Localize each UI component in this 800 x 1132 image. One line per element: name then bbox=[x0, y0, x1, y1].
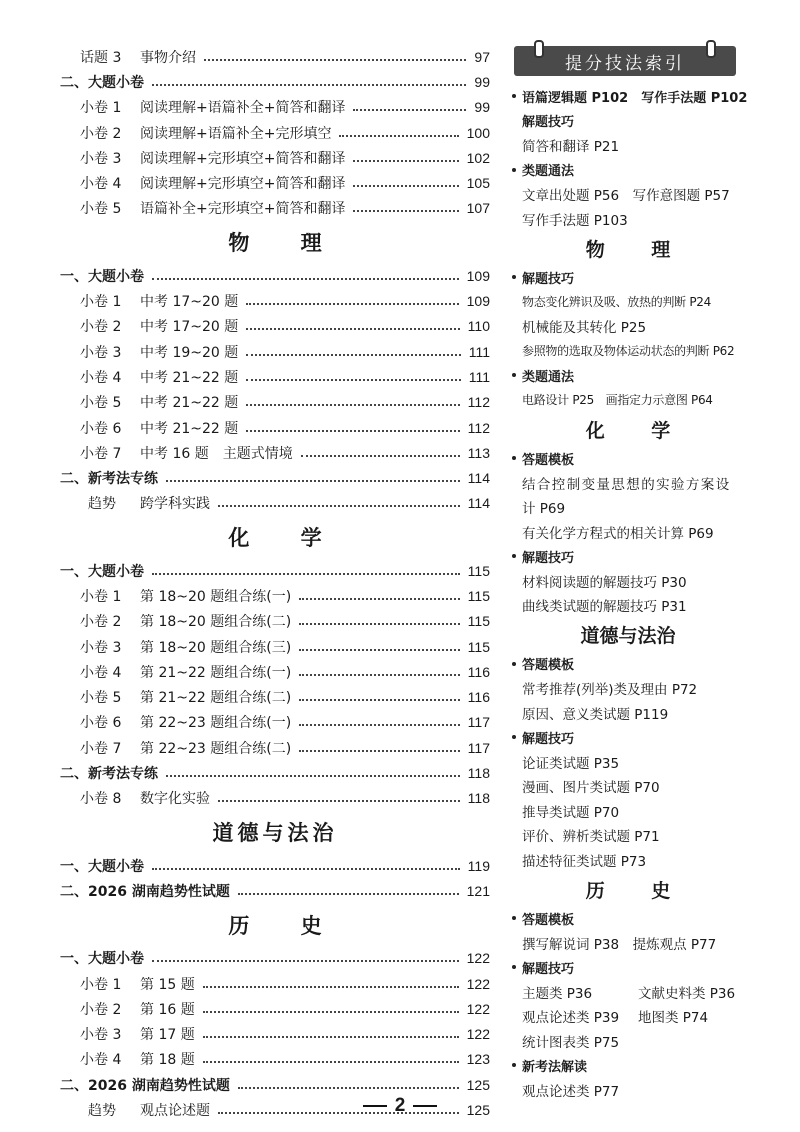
toc-entry-label bbox=[80, 687, 295, 707]
index-category bbox=[508, 158, 748, 183]
toc-entry-row[interactable] bbox=[60, 491, 490, 516]
index-category-label: 解题技巧 bbox=[522, 961, 575, 977]
index-entry[interactable]: 机械能及其转化 P25 bbox=[522, 320, 647, 337]
toc-entry-title: 一、大题小卷 bbox=[60, 563, 144, 580]
toc-entry-prefix: 小卷 5 bbox=[80, 201, 122, 218]
bullet-icon bbox=[512, 735, 516, 739]
toc-entry-prefix: 小卷 4 bbox=[80, 1052, 122, 1069]
subject-heading: 物 理 bbox=[228, 231, 344, 256]
toc-page-number: 115 bbox=[464, 588, 490, 604]
index-entry[interactable]: 常考推荐(列举)类及理由 P72 bbox=[522, 682, 698, 699]
index-entry-text: 主题类 P36 bbox=[522, 985, 593, 1002]
toc-entry-label bbox=[80, 788, 214, 808]
toc-entry-title: 中考 17~20 题 bbox=[140, 294, 239, 311]
toc-section-row[interactable] bbox=[60, 1072, 490, 1097]
bullet-icon bbox=[512, 373, 516, 377]
technique-index bbox=[508, 46, 748, 1102]
binder-ring-icon bbox=[534, 40, 544, 58]
dot-leader bbox=[301, 455, 460, 457]
toc-entry-label bbox=[80, 291, 242, 311]
toc-entry-prefix: 小卷 5 bbox=[80, 690, 122, 707]
toc-entry-prefix: 小卷 3 bbox=[80, 150, 122, 167]
toc-page-number: 105 bbox=[463, 175, 490, 191]
toc-entry-row[interactable] bbox=[60, 145, 490, 170]
toc-entry-prefix: 小卷 1 bbox=[80, 100, 122, 117]
toc-entry-title: 中考 16 题 主题式情境 bbox=[140, 445, 293, 462]
dot-leader bbox=[246, 328, 459, 330]
toc-entry-prefix: 话题 3 bbox=[80, 49, 122, 66]
toc-entry-label bbox=[80, 1024, 199, 1044]
toc-entry-prefix: 小卷 2 bbox=[80, 614, 122, 631]
dot-leader bbox=[152, 960, 459, 962]
index-category-label: 新考法解读 bbox=[522, 1059, 588, 1075]
toc-section-row[interactable] bbox=[60, 760, 490, 785]
toc-page-number: 114 bbox=[464, 470, 490, 486]
dot-leader bbox=[152, 84, 466, 86]
index-entry[interactable] bbox=[508, 1004, 748, 1029]
index-entry[interactable]: 计 P69 bbox=[522, 501, 566, 518]
toc-entry-title: 第 17 题 bbox=[140, 1027, 195, 1044]
index-entry[interactable]: 有关化学方程式的相关计算 P69 bbox=[522, 525, 714, 542]
toc-entry-title: 阅读理解+语篇补全+简答和翻译 bbox=[140, 100, 346, 117]
toc-entry-label bbox=[60, 72, 148, 92]
index-entry[interactable]: 原因、意义类试题 P119 bbox=[522, 706, 669, 723]
toc-entry-title: 二、2026 湖南趋势性试题 bbox=[60, 1077, 230, 1094]
toc-entry-label bbox=[60, 561, 148, 581]
toc-entry-title: 一、大题小卷 bbox=[60, 858, 144, 875]
index-entry[interactable] bbox=[508, 980, 748, 1005]
toc-page-number: 109 bbox=[463, 293, 490, 309]
toc-entry-row[interactable] bbox=[60, 971, 490, 996]
index-entry[interactable]: 文章出处题 P56 写作意图题 P57 bbox=[522, 188, 730, 205]
dot-leader bbox=[353, 160, 458, 162]
toc-entry-title: 第 18~20 题组合练(一) bbox=[140, 588, 292, 605]
dot-leader bbox=[353, 109, 466, 111]
index-category-label: 答题模板 bbox=[522, 912, 575, 928]
toc-entry-prefix: 小卷 4 bbox=[80, 176, 122, 193]
toc-entry-row[interactable] bbox=[60, 685, 490, 710]
toc-page-number: 123 bbox=[463, 1051, 490, 1067]
toc-entry-row[interactable] bbox=[60, 735, 490, 760]
toc-entry-row[interactable] bbox=[60, 339, 490, 364]
index-category-label: 解题技巧 bbox=[522, 115, 575, 131]
dot-leader bbox=[299, 724, 459, 726]
toc-entry-title: 第 22~23 题组合练(二) bbox=[140, 740, 292, 757]
dash-right bbox=[413, 1105, 437, 1107]
toc-entry-label bbox=[80, 418, 242, 438]
table-of-contents bbox=[60, 44, 490, 1123]
toc-entry-title: 数字化实验 bbox=[140, 791, 210, 808]
dot-leader bbox=[203, 1036, 459, 1038]
bullet-icon bbox=[512, 965, 516, 969]
toc-entry-title: 第 21~22 题组合练(一) bbox=[140, 664, 292, 681]
dot-leader bbox=[299, 623, 459, 625]
index-banner bbox=[514, 46, 736, 76]
index-category bbox=[508, 652, 748, 677]
index-entry[interactable]: 观点论述类 P77 bbox=[522, 1083, 620, 1100]
index-category-label: 答题模板 bbox=[522, 658, 575, 674]
toc-entry-prefix: 小卷 1 bbox=[80, 294, 122, 311]
toc-page-number: 122 bbox=[463, 976, 490, 992]
toc-page-number: 114 bbox=[464, 495, 490, 511]
toc-entry-label bbox=[60, 266, 148, 286]
toc-entry-title: 观点论述题 bbox=[140, 1103, 210, 1120]
dot-leader bbox=[299, 674, 459, 676]
toc-entry-row[interactable] bbox=[60, 996, 490, 1021]
index-banner-title: 提分技法索引 bbox=[565, 53, 685, 74]
toc-entry-row[interactable] bbox=[60, 170, 490, 195]
toc-entry-row[interactable] bbox=[60, 1022, 490, 1047]
toc-entry-label bbox=[80, 198, 349, 218]
toc-page-number: 121 bbox=[463, 883, 490, 899]
toc-entry-prefix: 小卷 3 bbox=[80, 344, 122, 361]
toc-page-number: 122 bbox=[463, 1001, 490, 1017]
toc-page-number: 110 bbox=[464, 318, 490, 334]
toc-page-number: 116 bbox=[464, 664, 490, 680]
toc-entry-row[interactable] bbox=[60, 710, 490, 735]
toc-page-number: 102 bbox=[463, 150, 490, 166]
toc-entry-prefix: 小卷 7 bbox=[80, 445, 122, 462]
toc-entry-title: 一、大题小卷 bbox=[60, 268, 144, 285]
dot-leader bbox=[166, 480, 460, 482]
toc-entry-label bbox=[60, 948, 148, 968]
dot-leader bbox=[152, 278, 459, 280]
toc-entry-title: 阅读理解+完形填空+简答和翻译 bbox=[140, 176, 346, 193]
toc-entry-label bbox=[80, 637, 295, 657]
index-entry[interactable]: 结合控制变量思想的实验方案设 bbox=[522, 476, 731, 493]
toc-entry-label bbox=[80, 1049, 199, 1069]
toc-section-row[interactable] bbox=[60, 69, 490, 94]
dot-leader bbox=[246, 354, 460, 356]
toc-page-number: 111 bbox=[465, 369, 490, 385]
toc-page-number: 115 bbox=[464, 613, 490, 629]
dot-leader bbox=[204, 59, 466, 61]
index-entry[interactable]: 推导类试题 P70 bbox=[522, 804, 620, 821]
toc-entry-title: 第 16 题 bbox=[140, 1001, 195, 1018]
index-category bbox=[508, 725, 748, 750]
toc-entry-label bbox=[88, 493, 214, 513]
index-entry[interactable]: 描述特征类试题 P73 bbox=[522, 853, 647, 870]
toc-entry-prefix: 小卷 6 bbox=[80, 420, 122, 437]
toc-entry-row[interactable] bbox=[60, 415, 490, 440]
toc-entry-label bbox=[80, 173, 349, 193]
toc-entry-prefix: 小卷 1 bbox=[80, 976, 122, 993]
dot-leader bbox=[299, 750, 459, 752]
toc-page-number: 125 bbox=[463, 1102, 490, 1118]
toc-entry-title: 第 18~20 题组合练(三) bbox=[140, 639, 292, 656]
subject-heading: 道德与法治 bbox=[212, 821, 338, 846]
toc-entry-title: 一、大题小卷 bbox=[60, 951, 144, 968]
dot-leader bbox=[203, 1011, 459, 1013]
index-entry[interactable]: 电路设计 P25 画指定力示意图 P64 bbox=[522, 393, 713, 408]
index-entry[interactable]: 材料阅读题的解题技巧 P30 bbox=[522, 574, 687, 591]
toc-page-number: 112 bbox=[464, 394, 490, 410]
toc-entry-title: 二、2026 湖南趋势性试题 bbox=[60, 883, 230, 900]
toc-entry-label bbox=[60, 881, 234, 901]
index-category bbox=[508, 265, 748, 290]
bullet-icon bbox=[512, 662, 516, 666]
toc-entry-row[interactable] bbox=[60, 288, 490, 313]
toc-entry-row[interactable] bbox=[60, 440, 490, 465]
toc-entry-title: 中考 19~20 题 bbox=[140, 344, 239, 361]
toc-entry-row[interactable] bbox=[60, 390, 490, 415]
toc-entry-label bbox=[80, 974, 199, 994]
dot-leader bbox=[246, 430, 459, 432]
bullet-icon bbox=[512, 1063, 516, 1067]
toc-entry-prefix: 趋势 bbox=[88, 496, 116, 513]
dot-leader bbox=[246, 404, 459, 406]
dot-leader bbox=[203, 1061, 459, 1063]
page-number-value: 2 bbox=[394, 1095, 406, 1116]
index-category bbox=[508, 84, 748, 109]
toc-page-number: 125 bbox=[463, 1077, 490, 1093]
toc-entry-title: 第 21~22 题组合练(二) bbox=[140, 690, 292, 707]
toc-entry-label bbox=[80, 738, 295, 758]
toc-entry-prefix: 小卷 2 bbox=[80, 1001, 122, 1018]
toc-entry-row[interactable] bbox=[60, 634, 490, 659]
toc-page-number: 107 bbox=[463, 200, 490, 216]
toc-entry-prefix: 小卷 7 bbox=[80, 740, 122, 757]
toc-entry-row[interactable] bbox=[60, 95, 490, 120]
dot-leader bbox=[218, 505, 460, 507]
toc-entry-label bbox=[60, 1075, 234, 1095]
index-entry[interactable]: 曲线类试题的解题技巧 P31 bbox=[522, 599, 687, 616]
toc-page-number: 113 bbox=[464, 445, 490, 461]
toc-entry-prefix: 小卷 4 bbox=[80, 664, 122, 681]
dot-leader bbox=[238, 893, 459, 895]
toc-entry-title: 阅读理解+语篇补全+完形填空 bbox=[140, 125, 332, 142]
toc-entry-label bbox=[80, 712, 295, 732]
toc-entry-label bbox=[88, 1100, 214, 1120]
dot-leader bbox=[353, 210, 458, 212]
toc-entry-title: 二、新考法专练 bbox=[60, 766, 158, 783]
toc-page-number: 115 bbox=[464, 639, 490, 655]
index-entry[interactable]: 撰写解说词 P38 提炼观点 P77 bbox=[522, 936, 717, 953]
toc-entry-title: 第 18~20 题组合练(二) bbox=[140, 614, 292, 631]
toc-section-row[interactable] bbox=[60, 558, 490, 583]
toc-entry-label bbox=[80, 586, 295, 606]
toc-entry-title: 中考 21~22 题 bbox=[140, 369, 239, 386]
dot-leader bbox=[299, 699, 459, 701]
toc-entry-label bbox=[80, 123, 335, 143]
toc-entry-row[interactable] bbox=[60, 44, 490, 69]
bullet-icon bbox=[512, 916, 516, 920]
index-category-label: 解题技巧 bbox=[522, 271, 575, 287]
toc-entry-label bbox=[60, 468, 162, 488]
toc-entry-prefix: 小卷 1 bbox=[80, 588, 122, 605]
toc-entry-prefix: 小卷 5 bbox=[80, 395, 122, 412]
toc-entry-label bbox=[80, 47, 200, 67]
dot-leader bbox=[152, 573, 460, 575]
toc-entry-prefix: 趋势 bbox=[88, 1103, 116, 1120]
binder-ring-icon bbox=[706, 40, 716, 58]
toc-section-row[interactable] bbox=[60, 263, 490, 288]
index-category-label: 类题通法 bbox=[522, 369, 575, 385]
dot-leader bbox=[203, 986, 459, 988]
toc-page-number: 97 bbox=[470, 49, 490, 65]
index-category bbox=[508, 363, 748, 388]
toc-page-number: 100 bbox=[463, 125, 490, 141]
toc-entry-title: 第 15 题 bbox=[140, 976, 195, 993]
dot-leader bbox=[152, 868, 460, 870]
toc-entry-label bbox=[80, 443, 297, 463]
dot-leader bbox=[166, 775, 460, 777]
subject-heading: 历 史 bbox=[228, 913, 344, 938]
index-entry[interactable]: 简答和翻译 P21 bbox=[522, 139, 620, 156]
toc-entry-title: 二、新考法专练 bbox=[60, 471, 158, 488]
toc-page-number: 99 bbox=[470, 99, 490, 115]
toc-entry-label bbox=[60, 763, 162, 783]
toc-page-number: 122 bbox=[463, 1026, 490, 1042]
index-subject-heading: 历 史 bbox=[585, 879, 691, 902]
toc-page-number: 112 bbox=[464, 420, 490, 436]
toc-entry-row[interactable] bbox=[60, 196, 490, 221]
toc-entry-label bbox=[80, 316, 242, 336]
index-category-label: 解题技巧 bbox=[522, 550, 575, 566]
bullet-icon bbox=[512, 168, 516, 172]
dot-leader bbox=[218, 800, 460, 802]
index-entry[interactable]: 评价、辨析类试题 P71 bbox=[522, 829, 660, 846]
toc-entry-prefix: 小卷 3 bbox=[80, 1027, 122, 1044]
index-category bbox=[508, 109, 748, 134]
toc-page-number: 118 bbox=[464, 765, 490, 781]
dot-leader bbox=[246, 303, 458, 305]
toc-entry-title: 中考 21~22 题 bbox=[140, 395, 239, 412]
index-entry-text: 观点论述类 P39 bbox=[522, 1010, 620, 1027]
toc-entry-label bbox=[80, 97, 349, 117]
toc-entry-title: 第 18 题 bbox=[140, 1052, 195, 1069]
toc-entry-title: 语篇补全+完形填空+简答和翻译 bbox=[140, 201, 346, 218]
index-entry[interactable]: 漫画、图片类试题 P70 bbox=[522, 780, 660, 797]
dot-leader bbox=[339, 135, 458, 137]
index-category-label: 语篇逻辑题 P102 写作手法题 P102 bbox=[522, 90, 748, 106]
toc-entry-label bbox=[80, 342, 242, 362]
toc-entry-title: 事物介绍 bbox=[140, 49, 196, 66]
index-category bbox=[508, 544, 748, 569]
index-category-label: 答题模板 bbox=[522, 452, 575, 468]
dot-leader bbox=[299, 598, 459, 600]
toc-entry-label bbox=[80, 392, 242, 412]
toc-entry-prefix: 小卷 8 bbox=[80, 791, 122, 808]
bullet-icon bbox=[512, 275, 516, 279]
toc-page-number: 119 bbox=[464, 858, 490, 874]
index-subject-heading: 道德与法治 bbox=[580, 625, 676, 647]
toc-entry-row[interactable] bbox=[60, 609, 490, 634]
toc-entry-row[interactable] bbox=[60, 120, 490, 145]
toc-entry-title: 第 22~23 题组合练(一) bbox=[140, 715, 292, 732]
toc-entry-prefix: 小卷 2 bbox=[80, 319, 122, 336]
toc-page-number: 117 bbox=[464, 740, 490, 756]
toc-entry-label bbox=[80, 148, 349, 168]
toc-page-number: 109 bbox=[463, 268, 490, 284]
toc-entry-label bbox=[80, 367, 242, 387]
index-subject-heading: 化 学 bbox=[585, 419, 691, 442]
toc-entry-prefix: 小卷 6 bbox=[80, 715, 122, 732]
toc-entry-title: 二、大题小卷 bbox=[60, 74, 144, 91]
index-entry[interactable]: 参照物的选取及物体运动状态的判断 P62 bbox=[522, 344, 735, 359]
toc-page-number: 118 bbox=[464, 790, 490, 806]
dot-leader bbox=[238, 1087, 459, 1089]
toc-entry-row[interactable] bbox=[60, 1047, 490, 1072]
index-category bbox=[508, 1053, 748, 1078]
toc-page-number: 122 bbox=[463, 950, 490, 966]
bullet-icon bbox=[512, 94, 516, 98]
toc-entry-title: 中考 21~22 题 bbox=[140, 420, 239, 437]
index-entry[interactable]: 统计图表类 P75 bbox=[522, 1034, 620, 1051]
toc-page-number: 117 bbox=[464, 714, 490, 730]
toc-entry-label bbox=[80, 662, 295, 682]
subject-heading: 化 学 bbox=[228, 526, 344, 551]
toc-page-number: 116 bbox=[464, 689, 490, 705]
toc-entry-row[interactable] bbox=[60, 314, 490, 339]
toc-section-row[interactable] bbox=[60, 878, 490, 903]
toc-entry-title: 阅读理解+完形填空+简答和翻译 bbox=[140, 150, 346, 167]
index-list bbox=[508, 84, 748, 1102]
index-category bbox=[508, 906, 748, 931]
dot-leader bbox=[299, 649, 459, 651]
toc-entry-title: 跨学科实践 bbox=[140, 496, 210, 513]
index-category bbox=[508, 446, 748, 471]
toc-entry-prefix: 小卷 2 bbox=[80, 125, 122, 142]
toc-entry-prefix: 小卷 3 bbox=[80, 639, 122, 656]
index-entry-text: 文献史料类 P36 bbox=[638, 985, 736, 1002]
index-category bbox=[508, 955, 748, 980]
index-subject-heading: 物 理 bbox=[585, 238, 691, 261]
toc-section-row[interactable] bbox=[60, 946, 490, 971]
index-category-label: 类题通法 bbox=[522, 164, 575, 180]
index-entry[interactable]: 物态变化辨识及吸、放热的判断 P24 bbox=[522, 295, 711, 310]
toc-entry-label bbox=[60, 856, 148, 876]
index-entry-text: 地图类 P74 bbox=[638, 1010, 709, 1027]
index-category-label: 解题技巧 bbox=[522, 731, 575, 747]
index-entry[interactable]: 论证类试题 P35 bbox=[522, 755, 620, 772]
toc-page-number: 111 bbox=[465, 344, 490, 360]
toc-section-row[interactable] bbox=[60, 853, 490, 878]
toc-entry-title: 中考 17~20 题 bbox=[140, 319, 239, 336]
toc-entry-label bbox=[80, 999, 199, 1019]
toc-entry-row[interactable] bbox=[60, 659, 490, 684]
bullet-icon bbox=[512, 456, 516, 460]
dot-leader bbox=[353, 185, 458, 187]
toc-entry-label bbox=[80, 611, 295, 631]
toc-page-number: 115 bbox=[464, 563, 490, 579]
toc-page-number: 99 bbox=[470, 74, 490, 90]
toc-entry-row[interactable] bbox=[60, 364, 490, 389]
dot-leader bbox=[246, 379, 460, 381]
dash-left bbox=[363, 1105, 387, 1107]
index-entry[interactable]: 写作手法题 P103 bbox=[522, 212, 628, 229]
toc-entry-row[interactable] bbox=[60, 583, 490, 608]
toc-section-row[interactable] bbox=[60, 465, 490, 490]
toc-entry-prefix: 小卷 4 bbox=[80, 369, 122, 386]
toc-entry-row[interactable] bbox=[60, 786, 490, 811]
bullet-icon bbox=[512, 554, 516, 558]
